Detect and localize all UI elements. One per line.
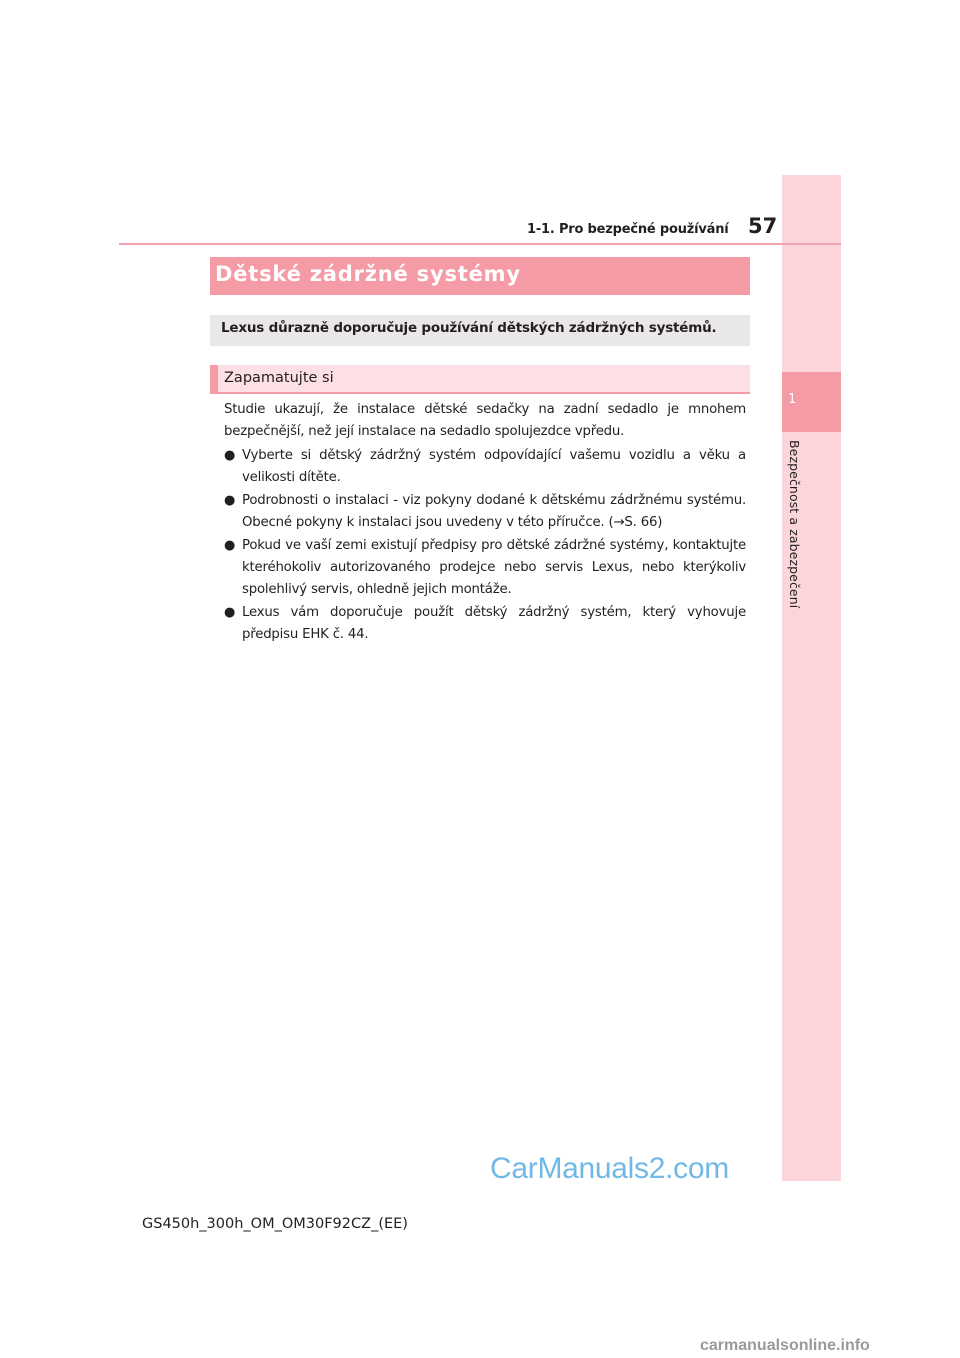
bullet-icon: ● (224, 538, 236, 553)
memo-title: Zapamatujte si (224, 370, 334, 386)
footer-document-code: GS450h_300h_OM_OM30F92CZ_(EE) (142, 1216, 408, 1232)
section-title: Dětské zádržné systémy (215, 262, 521, 286)
memo-accent-bar (210, 365, 218, 394)
memo-paragraph: Studie ukazují, že instalace dětské sedačky na zadní sedadlo je mnohem bezpečnější, než její instalace na sedadlo spolujezdce vpředu. (224, 402, 746, 439)
bullet-item: Podrobnosti o instalaci - viz pokyny dodané k dětskému zádržnému systému. Obecné pokyny k instalaci jsou uvedeny v této příručce. (→S. 66) (242, 493, 746, 530)
intro-text: Lexus důrazně doporučuje používání dětských zádržných systémů. (221, 320, 717, 336)
header-section-title: 1-1. Pro bezpečné používání (527, 222, 729, 237)
watermark-carmanuals2: CarManuals2.com (490, 1152, 729, 1185)
bullet-item: Pokud ve vaší zemi existují předpisy pro dětské zádržné systémy, kontaktujte kteréhokoliv autorizovaného prodejce nebo servis Lexus, nebo kterýkoliv spolehlivý servis, ohledně jejich montáže. (242, 538, 746, 597)
bullet-item: Vyberte si dětský zádržný systém odpovídající vašemu vozidlu a věku a velikosti dítěte. (242, 448, 746, 485)
chapter-title: Bezpečnost a zabezpečení (787, 440, 802, 609)
page-number: 57 (748, 214, 778, 238)
header-divider (119, 243, 841, 245)
bullet-icon: ● (224, 605, 236, 620)
bullet-icon: ● (224, 493, 236, 508)
bullet-item: Lexus vám doporučuje použít dětský zádržný systém, který vyhovuje předpisu EHK č. 44. (242, 605, 746, 642)
chapter-side-tab (782, 175, 841, 1181)
bullet-icon: ● (224, 448, 236, 463)
chapter-number: 1 (788, 392, 797, 407)
watermark-carmanualsonline: carmanualsonline.info (700, 1337, 870, 1354)
